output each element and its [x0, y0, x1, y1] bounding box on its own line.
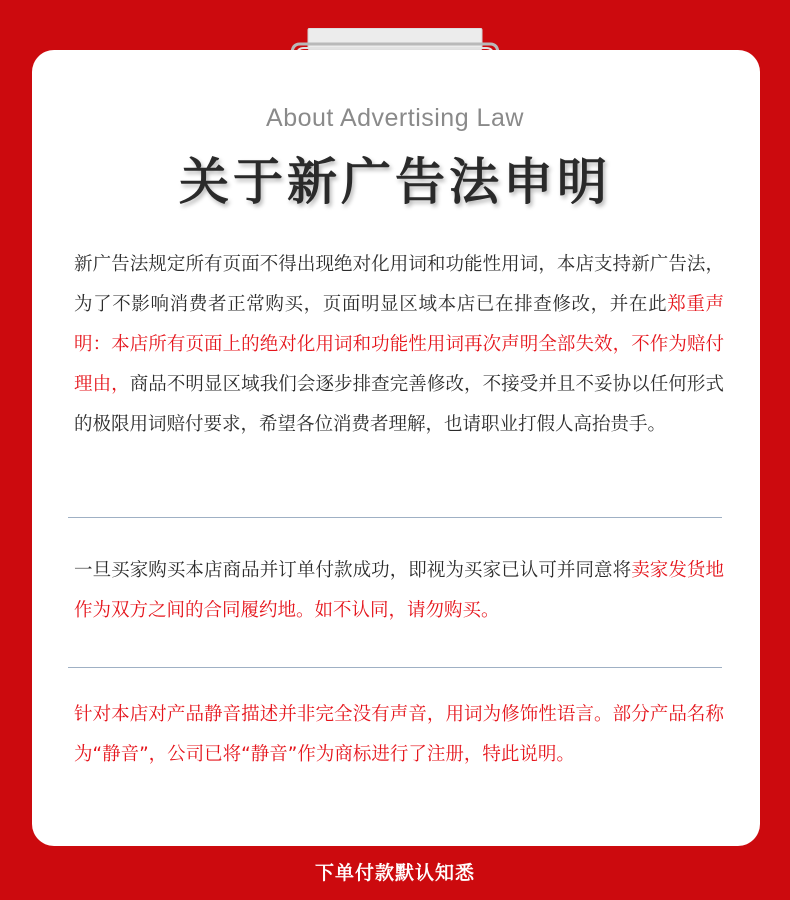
page-title: 关于新广告法申明 — [179, 153, 611, 211]
divider — [68, 667, 722, 668]
paragraph-silent-trademark: 针对本店对产品静音描述并非完全没有声音，用词为修饰性语言。部分产品名称为“静音”，公司已将“静音”作为商标进行了注册，特此说明。 — [74, 704, 724, 765]
paragraph-contract-location — [74, 551, 724, 631]
paragraph-text: 一旦买家购买本店商品并订单付款成功，即视为买家已认可并同意将 — [74, 560, 632, 581]
divider — [68, 517, 722, 518]
paragraph-advertising-law — [74, 245, 724, 445]
paragraph-highlight: 卖家发货地作为双方之间的合同履约地。如不认同，请勿购买。 — [74, 560, 724, 621]
footer-notice: 下单付款默认知悉 — [314, 862, 475, 884]
paragraph-highlight: 郑重声明：本店所有页面上的绝对化用词和功能性用词再次声明全部失效，不作为赔付理由， — [74, 294, 724, 395]
english-subtitle: About Advertising Law — [266, 104, 524, 132]
paragraph-text: 新广告法规定所有页面不得出现绝对化用词和功能性用词，本店支持新广告法，为了不影响消费者正常购买，页面明显区域本店已在排查修改，并在此 — [74, 254, 724, 315]
paragraph-text: 商品不明显区域我们会逐步排查完善修改，不接受并且不妥协以任何形式的极限用词赔付要求，希望各位消费者理解，也请职业打假人高抬贵手。 — [74, 374, 724, 435]
